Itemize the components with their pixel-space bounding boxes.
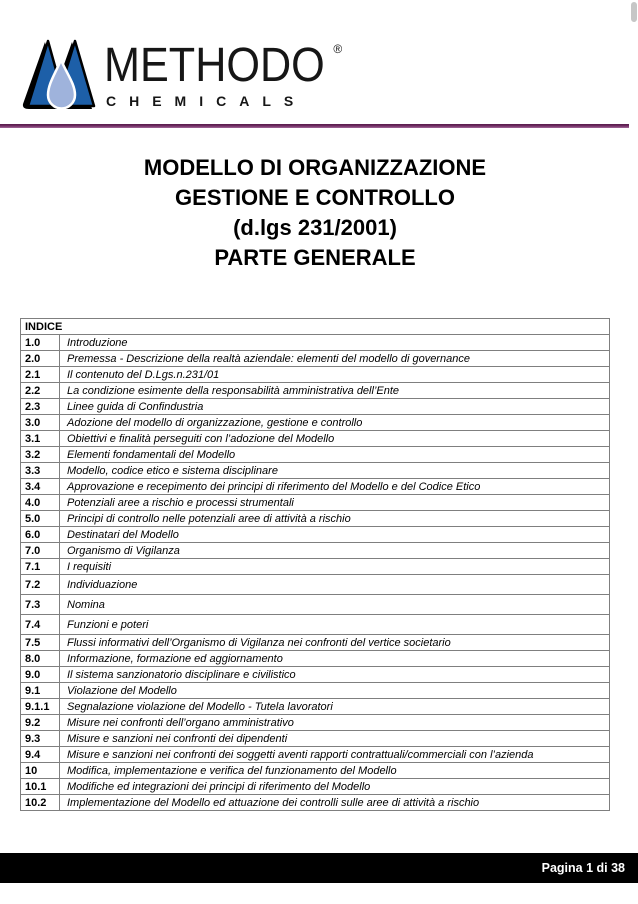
index-row bbox=[21, 463, 610, 479]
index-row-number: 6.0 bbox=[21, 527, 60, 543]
index-row bbox=[21, 595, 610, 615]
index-row-title: I requisiti bbox=[60, 559, 610, 575]
index-row-number: 7.4 bbox=[21, 615, 60, 635]
index-row-title: Violazione del Modello bbox=[60, 683, 610, 699]
scrollbar-thumb[interactable] bbox=[631, 2, 637, 22]
index-row bbox=[21, 495, 610, 511]
index-row-title: Destinatari del Modello bbox=[60, 527, 610, 543]
index-row-title: Nomina bbox=[60, 595, 610, 615]
index-row-number: 10.1 bbox=[21, 779, 60, 795]
index-row bbox=[21, 335, 610, 351]
index-row bbox=[21, 527, 610, 543]
index-row bbox=[21, 779, 610, 795]
index-row bbox=[21, 795, 610, 811]
document-title bbox=[0, 153, 630, 273]
index-row-title: Misure e sanzioni nei confronti dei dipendenti bbox=[60, 731, 610, 747]
index-row-title: Introduzione bbox=[60, 335, 610, 351]
logo-mark-icon bbox=[20, 38, 100, 114]
index-row-number: 8.0 bbox=[21, 651, 60, 667]
index-row bbox=[21, 351, 610, 367]
index-row-title: Organismo di Vigilanza bbox=[60, 543, 610, 559]
page-footer bbox=[0, 853, 638, 883]
index-row-number: 9.3 bbox=[21, 731, 60, 747]
index-row bbox=[21, 699, 610, 715]
index-table bbox=[20, 318, 610, 811]
index-row-title: Linee guida di Confindustria bbox=[60, 399, 610, 415]
index-row-number: 7.3 bbox=[21, 595, 60, 615]
index-row bbox=[21, 415, 610, 431]
logo-brand-text: METHODO bbox=[104, 39, 325, 92]
index-row-title: La condizione esimente della responsabilità amministrativa dell’Ente bbox=[60, 383, 610, 399]
company-logo bbox=[20, 36, 350, 118]
index-row-number: 2.2 bbox=[21, 383, 60, 399]
index-row-number: 3.3 bbox=[21, 463, 60, 479]
index-row-number: 3.0 bbox=[21, 415, 60, 431]
index-row-title: Modello, codice etico e sistema disciplinare bbox=[60, 463, 610, 479]
index-row bbox=[21, 747, 610, 763]
index-row-title: Potenziali aree a rischio e processi strumentali bbox=[60, 495, 610, 511]
index-row-number: 4.0 bbox=[21, 495, 60, 511]
index-row-title: Adozione del modello di organizzazione, gestione e controllo bbox=[60, 415, 610, 431]
index-row bbox=[21, 651, 610, 667]
registered-trademark-icon: ® bbox=[333, 42, 343, 56]
index-row-number: 9.4 bbox=[21, 747, 60, 763]
index-table-body bbox=[21, 319, 610, 811]
index-header-row bbox=[21, 319, 610, 335]
index-row-number: 7.5 bbox=[21, 635, 60, 651]
index-row-number: 2.1 bbox=[21, 367, 60, 383]
page-number-label: Pagina 1 di 38 bbox=[541, 861, 625, 875]
index-row-title: Il contenuto del D.Lgs.n.231/01 bbox=[60, 367, 610, 383]
index-row bbox=[21, 763, 610, 779]
index-row-number: 1.0 bbox=[21, 335, 60, 351]
index-row-number: 7.0 bbox=[21, 543, 60, 559]
index-row-title: Funzioni e poteri bbox=[60, 615, 610, 635]
index-row-number: 10 bbox=[21, 763, 60, 779]
index-row-title: Obiettivi e finalità perseguiti con l’adozione del Modello bbox=[60, 431, 610, 447]
index-row bbox=[21, 511, 610, 527]
index-row-title: Modifiche ed integrazioni dei principi di riferimento del Modello bbox=[60, 779, 610, 795]
logo-subtitle: CHEMICALS bbox=[106, 93, 307, 109]
index-row bbox=[21, 667, 610, 683]
index-row-title: Informazione, formazione ed aggiornamento bbox=[60, 651, 610, 667]
index-row-title: Il sistema sanzionatorio disciplinare e civilistico bbox=[60, 667, 610, 683]
title-line-2: GESTIONE E CONTROLLO bbox=[175, 185, 455, 210]
index-row bbox=[21, 383, 610, 399]
index-row bbox=[21, 559, 610, 575]
index-row-number: 5.0 bbox=[21, 511, 60, 527]
index-row bbox=[21, 447, 610, 463]
logo-brand bbox=[104, 39, 349, 92]
index-row-number: 9.2 bbox=[21, 715, 60, 731]
index-row bbox=[21, 715, 610, 731]
index-row-title: Misure nei confronti dell’organo amministrativo bbox=[60, 715, 610, 731]
index-row-number: 3.2 bbox=[21, 447, 60, 463]
index-row-title: Modifica, implementazione e verifica del funzionamento del Modello bbox=[60, 763, 610, 779]
index-row bbox=[21, 543, 610, 559]
index-row-title: Approvazione e recepimento dei principi di riferimento del Modello e del Codice Etico bbox=[60, 479, 610, 495]
index-row-number: 2.0 bbox=[21, 351, 60, 367]
index-row bbox=[21, 367, 610, 383]
index-row bbox=[21, 431, 610, 447]
index-row-title: Individuazione bbox=[60, 575, 610, 595]
index-row-number: 3.4 bbox=[21, 479, 60, 495]
index-row-number: 7.1 bbox=[21, 559, 60, 575]
index-row-number: 10.2 bbox=[21, 795, 60, 811]
index-row-number: 3.1 bbox=[21, 431, 60, 447]
title-line-1: MODELLO DI ORGANIZZAZIONE bbox=[143, 155, 487, 180]
index-row-number: 2.3 bbox=[21, 399, 60, 415]
index-row-title: Segnalazione violazione del Modello - Tutela lavoratori bbox=[60, 699, 610, 715]
index-row-title: Misure e sanzioni nei confronti dei soggetti aventi rapporti contrattuali/commerciali con l’azienda bbox=[60, 747, 610, 763]
index-row bbox=[21, 399, 610, 415]
index-row-number: 9.0 bbox=[21, 667, 60, 683]
index-row bbox=[21, 575, 610, 595]
index-row-title: Elementi fondamentali del Modello bbox=[60, 447, 610, 463]
index-row-title: Implementazione del Modello ed attuazione dei controlli sulle aree di attività a rischio bbox=[60, 795, 610, 811]
index-row bbox=[21, 683, 610, 699]
header-divider bbox=[0, 124, 629, 128]
title-line-4: PARTE GENERALE bbox=[214, 245, 416, 270]
index-row bbox=[21, 479, 610, 495]
index-row bbox=[21, 731, 610, 747]
index-row bbox=[21, 635, 610, 651]
index-row-title: Principi di controllo nelle potenziali aree di attività a rischio bbox=[60, 511, 610, 527]
index-row-title: Premessa - Descrizione della realtà aziendale: elementi del modello di governance bbox=[60, 351, 610, 367]
index-row-number: 7.2 bbox=[21, 575, 60, 595]
index-row-number: 9.1 bbox=[21, 683, 60, 699]
index-header-label: INDICE bbox=[21, 319, 610, 335]
index-row-title: Flussi informativi dell’Organismo di Vigilanza nei confronti del vertice societario bbox=[60, 635, 610, 651]
title-line-3: (d.lgs 231/2001) bbox=[233, 215, 397, 240]
index-row-number: 9.1.1 bbox=[21, 699, 60, 715]
index-row bbox=[21, 615, 610, 635]
